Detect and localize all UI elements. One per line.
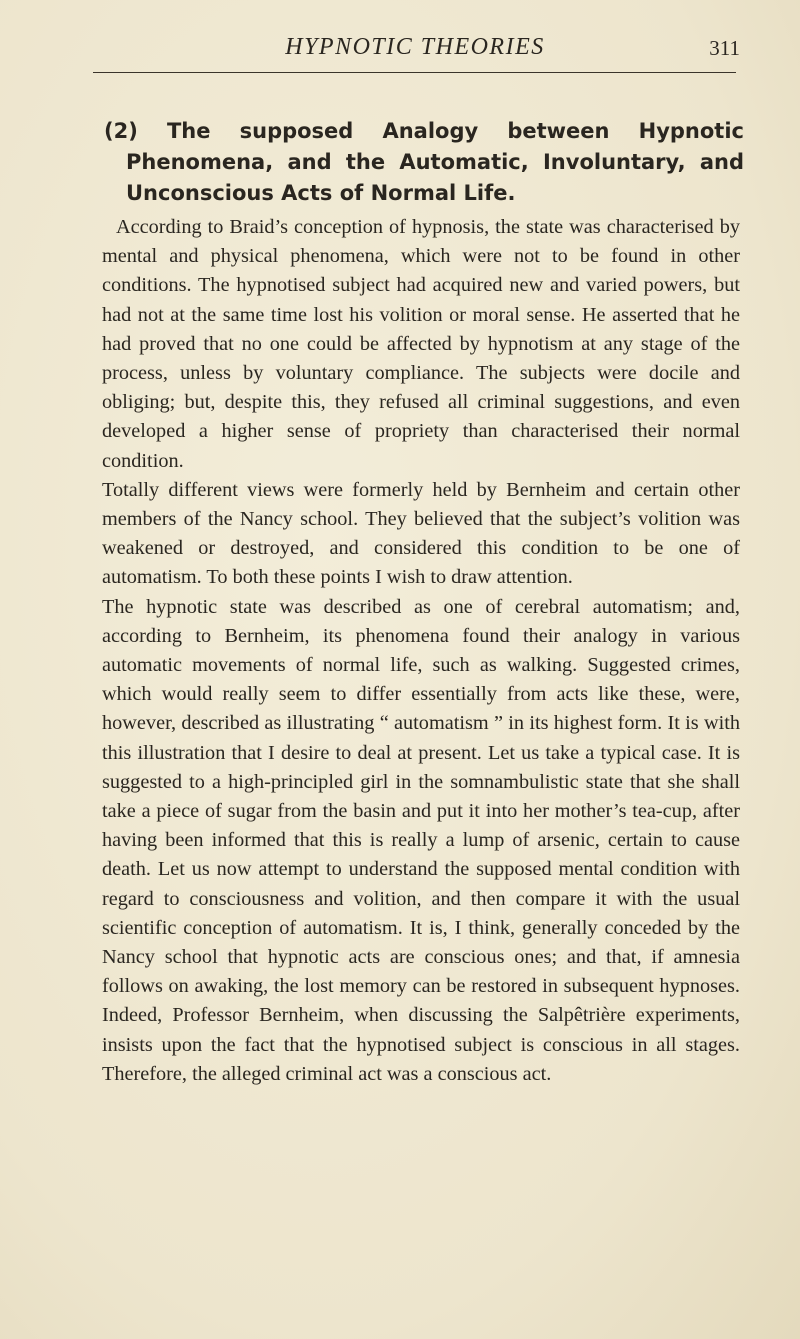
body-text <box>102 213 740 1089</box>
paragraph-cerebral-automatism: The hypnotic state was described as one of cerebral automatism; and, according to Bernheim, its phenomena found their analogy in various automatic movements of normal life, such as walking. Suggested crimes, which would really seem to differ essentially from acts like these, were, however, described as illustrating “ automatism ” in its highest form. It is with this illustration that I desire to deal at present. Let us take a typical case. It is suggested to a high-principled girl in the somnambulistic state that she shall take a piece of sugar from the basin and put it into her mother’s tea-cup, after having been informed that this is really a lump of arsenic, certain to cause death. Let us now attempt to understand the supposed mental condition with regard to consciousness and volition, and then compare it with the usual scientific conception of automatism. It is, I think, generally conceded by the Nancy school that hypnotic acts are conscious ones; and that, if amnesia follows on awaking, the lost memory can be restored in subsequent hypnoses. Indeed, Professor Bernheim, when discussing the Salpêtrière experiments, insists upon the fact that the hypnotised subject is conscious in all stages. Therefore, the alleged criminal act was a conscious act. <box>102 595 740 1085</box>
paragraph-braid: According to Braid’s conception of hypnosis, the state was characterised by mental and physical phenomena, which were not to be found in other conditions. The hypnotised subject had acquired new and varied powers, but had not at the same time lost his volition or moral sense. He asserted that he had proved that no one could be affected by hypnotism at any stage of the process, unless by voluntary compliance. The subjects were docile and obliging; but, despite this, they refused all criminal suggestions, and even developed a higher sense of propriety than characterised their normal condition. <box>102 216 740 472</box>
running-head <box>90 28 740 68</box>
section-heading: (2) The supposed Analogy between Hypnotic Phenomena, and the Automatic, Involuntary, and Unconscious Acts of Normal Life. <box>104 119 744 205</box>
paragraph-bernheim-views: Totally different views were formerly held by Bernheim and certain other members of the Nancy school. They believed that the subject’s volition was weakened or destroyed, and considered this condition to be one of automatism. To both these points I wish to draw attention. <box>102 478 740 589</box>
header-rule <box>93 72 736 73</box>
page-number: 311 <box>709 36 740 60</box>
running-title: HYPNOTIC THEORIES <box>285 34 545 60</box>
